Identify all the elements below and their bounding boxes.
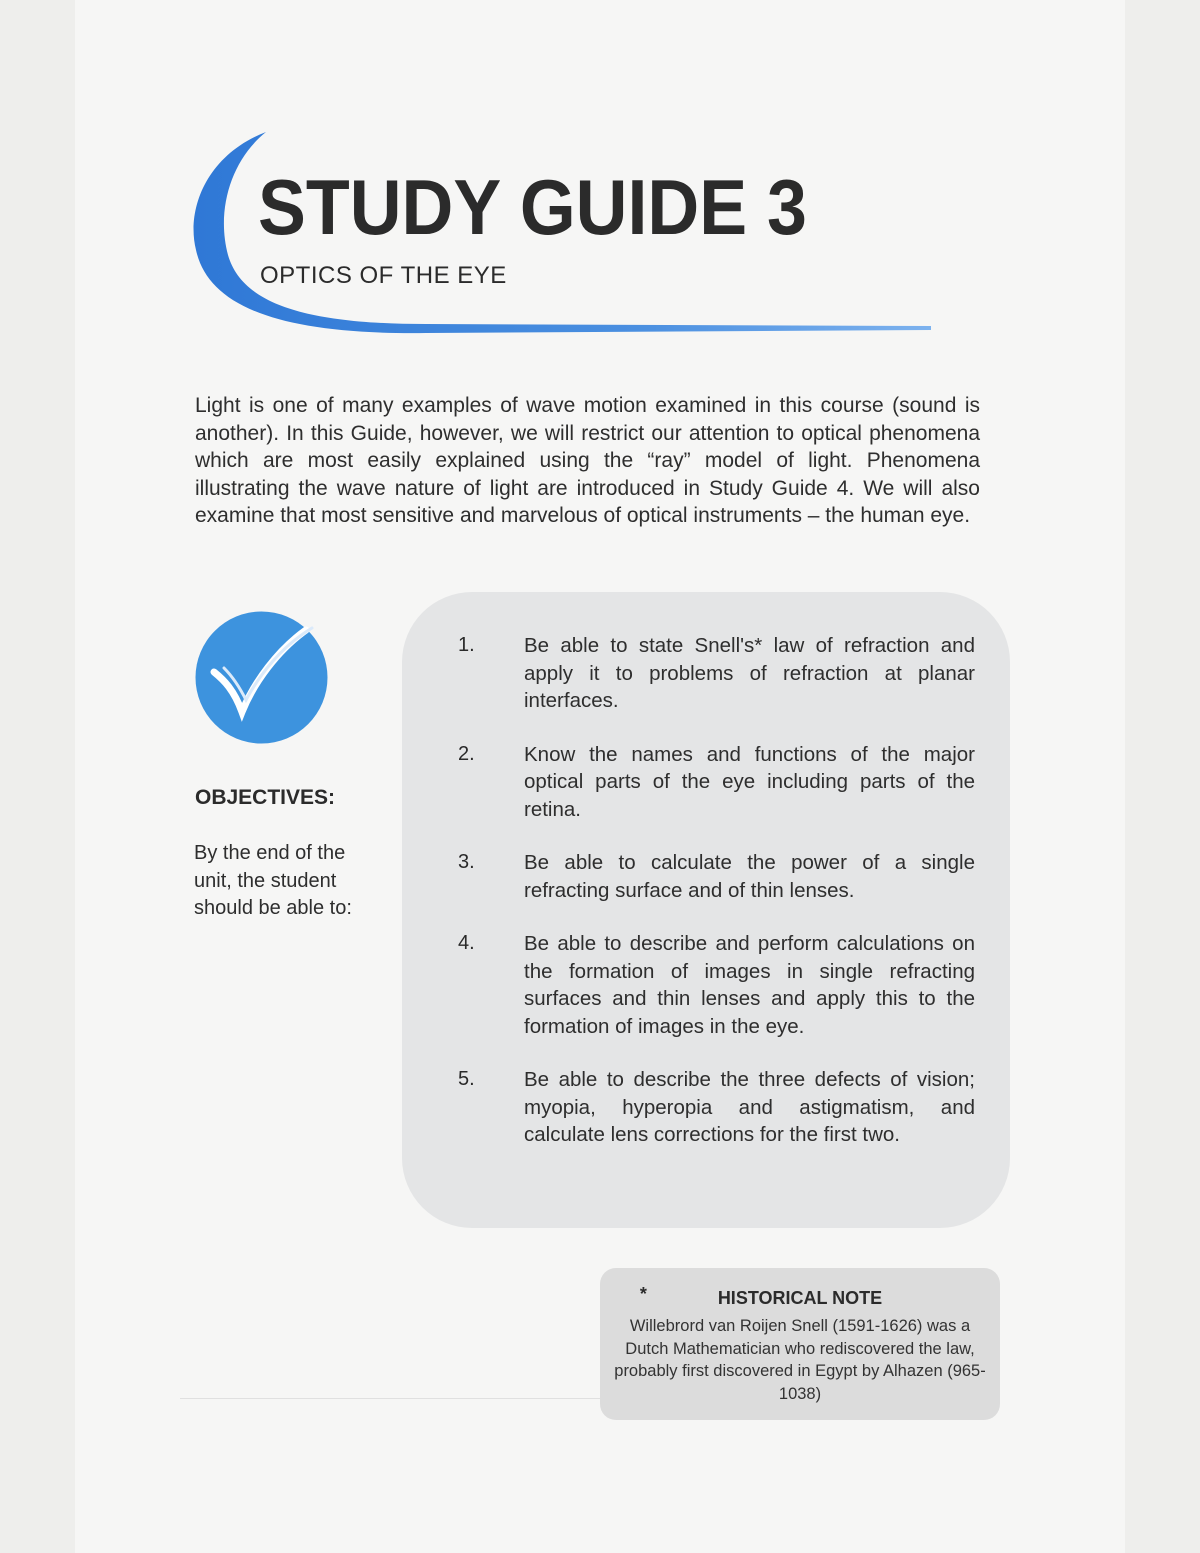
objectives-lead: By the end of the unit, the student should be able to:	[194, 842, 352, 919]
objective-text: Be able to calculate the power of a single refracting surface and of thin lenses.	[524, 851, 975, 902]
objective-item	[455, 1066, 975, 1149]
historical-note-heading	[600, 1284, 1000, 1309]
objectives-list	[455, 632, 975, 1175]
objective-text: Be able to describe and perform calculations on the formation of images in single refracting surfaces and thin lenses and apply this to the formation of images in the eye.	[524, 932, 975, 1038]
objective-text: Be able to describe the three defects of vision; myopia, hyperopia and astigmatism, and calculate lens corrections for the first two.	[524, 1068, 975, 1146]
objective-item	[455, 930, 975, 1040]
objective-item	[455, 632, 975, 715]
asterisk-mark: *	[639, 1284, 647, 1304]
objective-item	[455, 849, 975, 904]
historical-note-title: HISTORICAL NOTE	[717, 1288, 883, 1308]
page-title: STUDY GUIDE 3	[258, 163, 807, 251]
objective-number: 4.	[458, 932, 475, 954]
footer-rule	[180, 1398, 600, 1399]
objective-number: 2.	[458, 742, 475, 765]
historical-note-text: Willebrord van Roijen Snell (1591-1626) was a Dutch Mathematician who rediscovered the law, probably first discovered in Egypt by Alhazen (965-1038)	[614, 1317, 986, 1403]
objective-item	[455, 741, 975, 824]
objective-text: Be able to state Snell's* law of refraction and apply it to problems of refraction at planar interfaces.	[524, 634, 975, 712]
objective-number: 1.	[458, 634, 475, 656]
objective-number: 5.	[458, 1068, 475, 1090]
intro-paragraph: Light is one of many examples of wave motion examined in this course (sound is another). In this Guide, however, we will restrict our attention to optical phenomena which are most easily explained using the “ray” model of light. Phenomena illustrating the wave nature of light are introduced in Study Guide 4. We will also examine that most sensitive and marvelous of optical instruments – the human eye.	[195, 394, 980, 527]
objective-number: 3.	[458, 851, 475, 873]
page-subtitle: OPTICS OF THE EYE	[260, 262, 507, 289]
objective-text: Know the names and functions of the major optical parts of the eye including parts of the retina.	[524, 742, 975, 821]
objectives-heading: OBJECTIVES:	[195, 786, 336, 809]
checkmark-icon	[194, 610, 329, 745]
